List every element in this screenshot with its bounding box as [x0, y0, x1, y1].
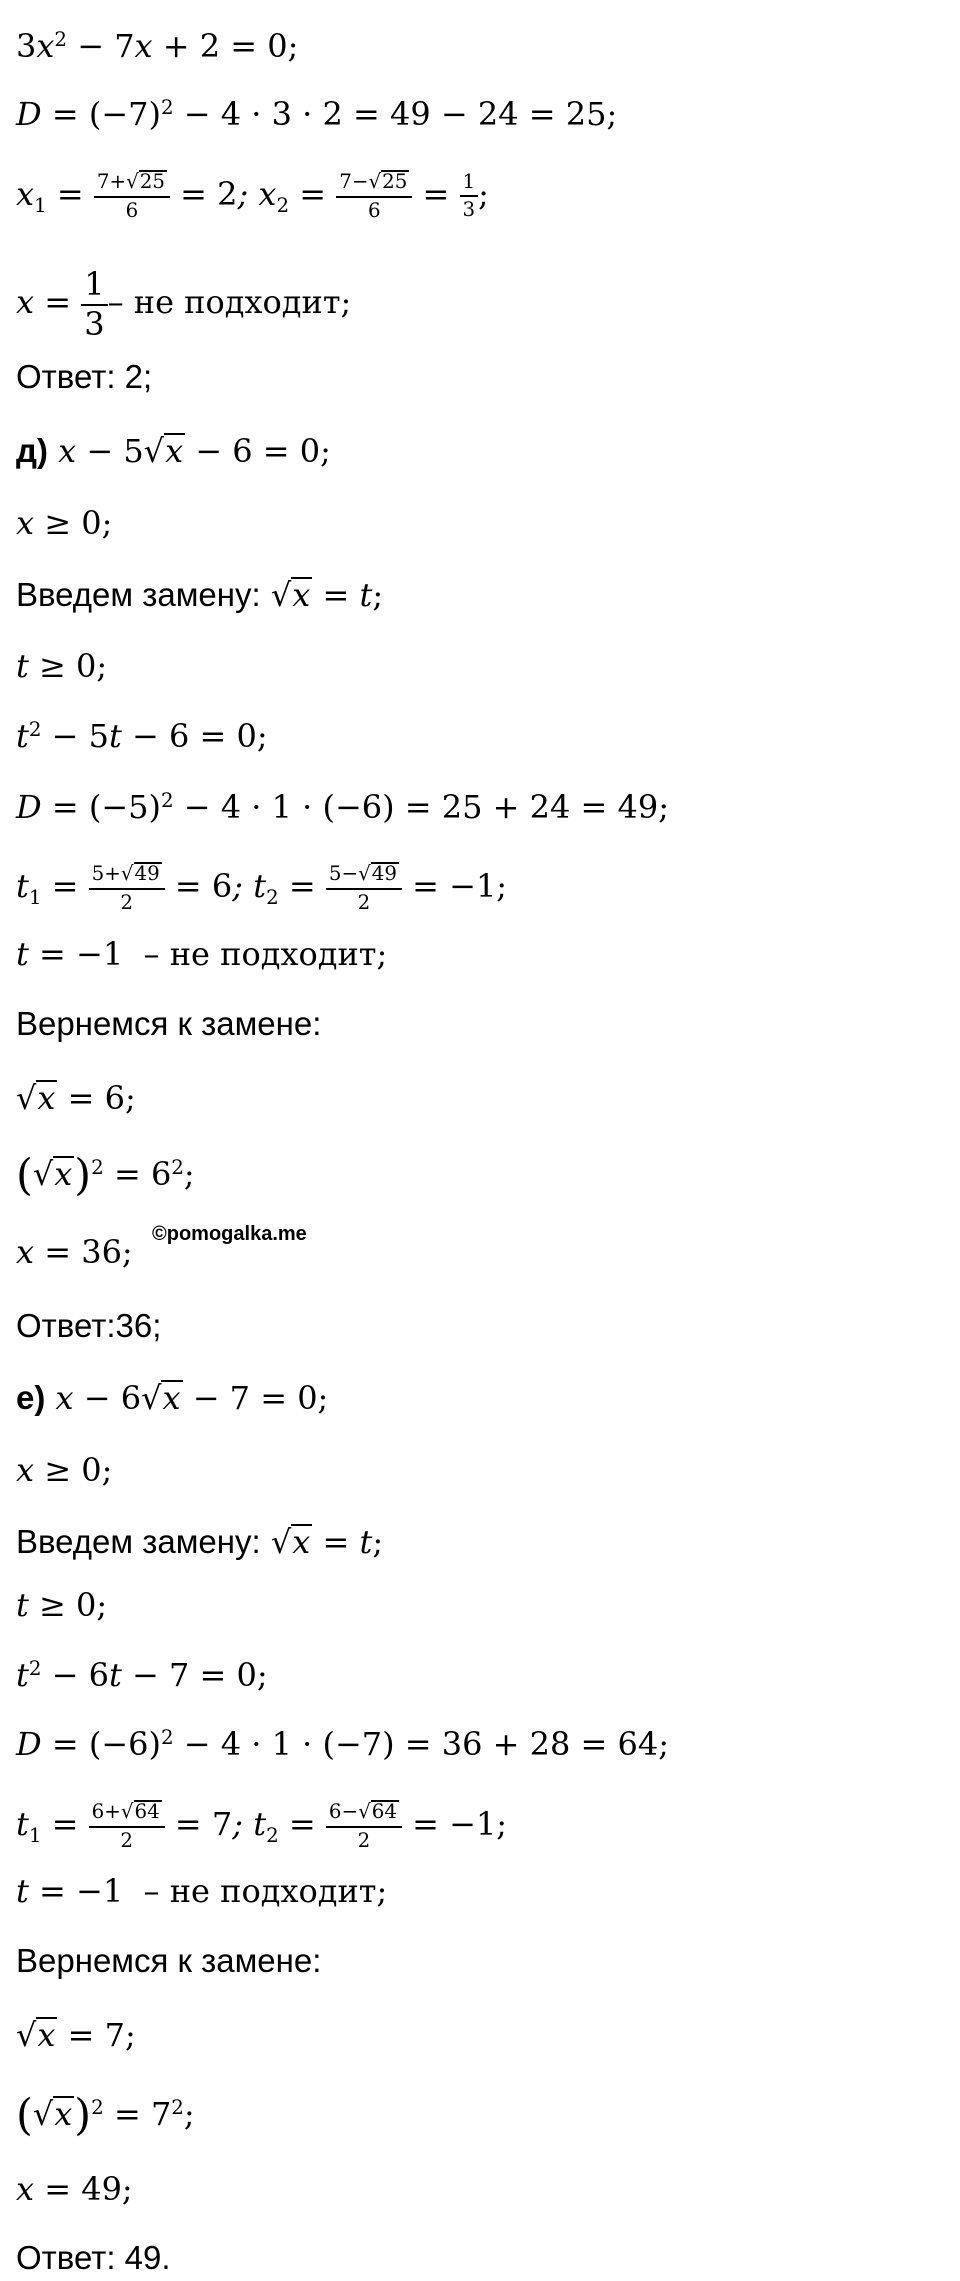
equation-e: е) x − 6√x − 7 = 0;: [16, 1379, 329, 1417]
quadratic-line-e: $t^2 - 6t - 7 = 0$;: [16, 1656, 268, 1694]
rejected-root-line-e: t = −1 – не подходит;: [16, 1872, 388, 1910]
solution-line-d: x = 36;: [16, 1233, 133, 1271]
sqrt-equation-line-d: √x = 6;: [16, 1079, 136, 1117]
discriminant-line-d: $D = (-5)^2 - 4 \cdot 1 \cdot (-6) = 25 + 24 = 49$;: [16, 788, 670, 826]
sqrt-equation-line-e: √x = 7;: [16, 2016, 136, 2054]
substitution-line-d: Введем замену: √x = t;: [16, 576, 384, 614]
roots-line-1: $x_1$ = $\frac{7+√25}{6}$ = 2; $x_2$ = $\frac{7-√25}{6}$ = $\frac{1}{3}$ ;: [16, 169, 489, 222]
discriminant-line-1: $D = (-7)^2 - 4 \cdot 3 \cdot 2 = 49 - 24 = 25$;: [16, 95, 618, 133]
answer-line-d: Ответ:36;: [16, 1307, 162, 1344]
squared-line-d: $(√x)^2 = 6^2$;: [16, 1150, 195, 1201]
equation-line-1: $3x^2 - 7x + 2 = 0$;: [16, 27, 299, 65]
roots-line-e: $t_1$ = $\frac{6+√64}{2}$ = 7; $t_2$ = $\frac{6-√64}{2}$ = −1;: [16, 1800, 508, 1852]
discriminant-line-e: $D = (-6)^2 - 4 \cdot 1 \cdot (-7) = 36 + 28 = 64$;: [16, 1725, 670, 1763]
domain-line-d: x ≥ 0;: [16, 504, 113, 542]
quadratic-line-d: $t^2 - 5t - 6 = 0$;: [16, 717, 268, 755]
answer-line-e: Ответ: 49.: [16, 2239, 171, 2276]
rejected-root-line-1: x = $\frac{1}{3}$ – не подходит;: [16, 265, 352, 343]
squared-line-e: $(√x)^2 = 7^2$;: [16, 2090, 195, 2141]
back-substitution-line-e: Вернемся к замене:: [16, 1942, 322, 1979]
solution-line-e: x = 49;: [16, 2170, 133, 2208]
answer-line-1: Ответ: 2;: [16, 358, 153, 395]
back-substitution-line-d: Вернемся к замене:: [16, 1005, 322, 1042]
t-domain-line-e: t ≥ 0;: [16, 1586, 108, 1624]
t-domain-line-d: t ≥ 0;: [16, 647, 108, 685]
equation-d: д) x − 5√x − 6 = 0;: [16, 432, 331, 470]
roots-line-d: $t_1$ = $\frac{5+√49}{2}$ = 6; $t_2$ = $\frac{5-√49}{2}$ = −1;: [16, 862, 508, 914]
substitution-line-e: Введем замену: √x = t;: [16, 1523, 384, 1561]
watermark: ©pomogalka.me: [152, 1223, 307, 1245]
domain-line-e: x ≥ 0;: [16, 1451, 113, 1489]
rejected-root-line-d: t = −1 – не подходит;: [16, 935, 388, 973]
